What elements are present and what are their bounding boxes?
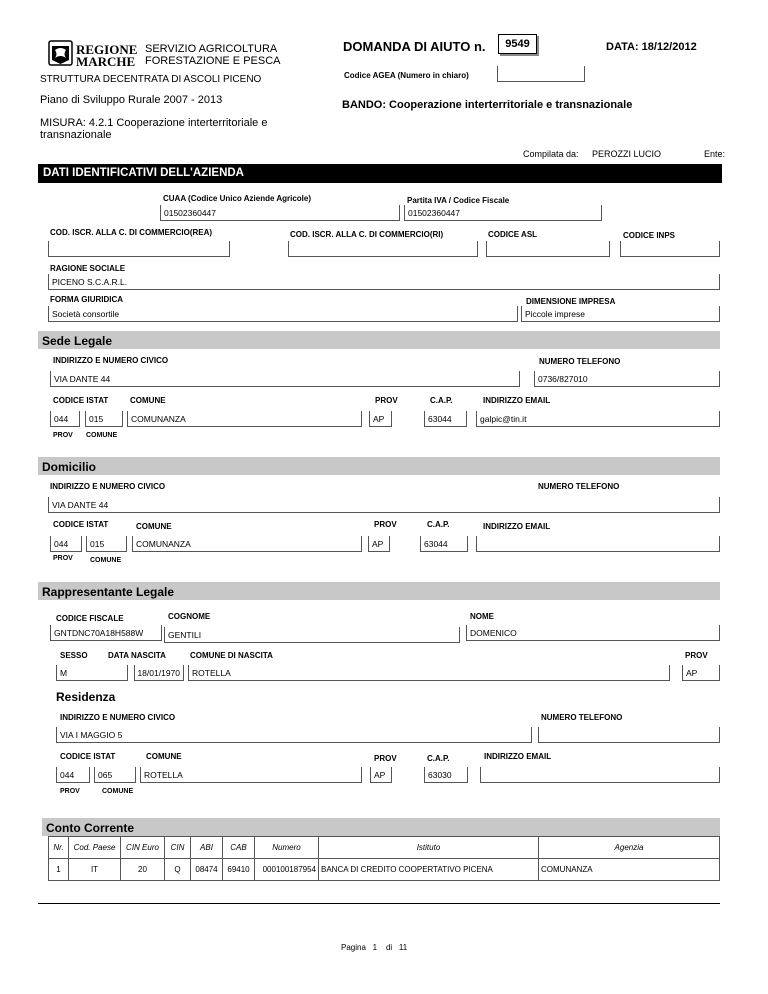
asl-field[interactable] — [486, 241, 610, 257]
sede-prov-field[interactable]: AP — [369, 411, 392, 427]
conto-cell-istituto: BANCA DI CREDITO COOPERTATIVO PICENA — [319, 859, 539, 881]
domicilio-telefono-label: NUMERO TELEFONO — [538, 482, 620, 491]
piva-label: Partita IVA / Codice Fiscale — [407, 196, 510, 205]
cognome-label: COGNOME — [168, 612, 211, 621]
sede-sub-comune: COMUNE — [86, 432, 118, 439]
cognome-field[interactable]: GENTILI — [164, 627, 460, 643]
piva-field[interactable]: 01502360447 — [404, 205, 602, 221]
domicilio-istat-label: CODICE ISTAT — [53, 520, 109, 529]
bando: BANDO: Cooperazione interterritoriale e transnazionale — [342, 99, 633, 111]
forma-field[interactable]: Società consortile — [48, 306, 518, 322]
residenza-email-label: INDIRIZZO EMAIL — [484, 752, 552, 761]
pagina-label: Pagina — [341, 943, 366, 952]
nascita-value: 18/01/1970 — [137, 668, 180, 678]
residenza-istat-comune-field[interactable]: 065 — [94, 767, 136, 783]
domanda-number: 9549 — [505, 38, 530, 50]
struttura: STRUTTURA DECENTRATA DI ASCOLI PICENO — [40, 74, 262, 85]
conto-table — [48, 836, 720, 881]
residenza-title: Residenza — [56, 690, 116, 704]
sede-cap-field[interactable]: 63044 — [424, 411, 467, 427]
nascita-label: DATA NASCITA — [108, 651, 166, 660]
section-azienda-title: DATI IDENTIFICATIVI DELL'AZIENDA — [38, 164, 722, 183]
conto-cell-numero: 000100187954 — [255, 859, 319, 881]
nome-field[interactable]: DOMENICO — [466, 625, 720, 641]
domicilio-cap-field[interactable]: 63044 — [420, 536, 468, 552]
dimensione-field[interactable]: Piccole imprese — [521, 306, 720, 322]
page-indicator — [341, 943, 407, 952]
residenza-sub-prov: PROV — [60, 788, 80, 795]
ri-field[interactable] — [288, 241, 478, 257]
sesso-field[interactable]: M — [56, 665, 128, 681]
domicilio-email-field[interactable] — [476, 536, 720, 552]
region-logo — [48, 40, 73, 66]
rapp-prov-label: PROV — [685, 651, 708, 660]
service-line-2: FORESTAZIONE E PESCA — [145, 55, 281, 67]
residenza-cap-field[interactable]: 63030 — [424, 767, 468, 783]
domicilio-sub-prov: PROV — [53, 555, 73, 562]
rapp-prov-field[interactable]: AP — [682, 665, 720, 681]
section-domicilio-title: Domicilio — [38, 457, 720, 475]
conto-header-cin: CIN — [165, 837, 191, 859]
conto-cell-cin: Q — [165, 859, 191, 881]
domicilio-indirizzo-field[interactable]: VIA DANTE 44 — [48, 497, 720, 513]
sede-email-label: INDIRIZZO EMAIL — [483, 396, 551, 405]
di-label: di — [385, 943, 393, 952]
misura-text: MISURA: 4.2.1 Cooperazione interterritoriale e transnazionale — [40, 117, 268, 141]
ragione-label: RAGIONE SOCIALE — [50, 264, 126, 273]
conto-cell-cab: 69410 — [223, 859, 255, 881]
service-line-1: SERVIZIO AGRICOLTURA — [145, 43, 278, 55]
residenza-prov-label: PROV — [374, 754, 397, 763]
nascita-field[interactable] — [134, 665, 184, 681]
residenza-telefono-field[interactable] — [538, 727, 720, 743]
dimensione-label: DIMENSIONE IMPRESA — [526, 297, 616, 306]
data-label: DATA: 18/12/2012 — [606, 41, 697, 53]
sede-cap-label: C.A.P. — [430, 396, 453, 405]
conto-header-cab: CAB — [223, 837, 255, 859]
table-row — [49, 859, 720, 881]
domanda-number-box — [498, 34, 537, 54]
rea-field[interactable] — [48, 241, 230, 257]
domicilio-email-label: INDIRIZZO EMAIL — [483, 522, 551, 531]
sesso-label: SESSO — [60, 651, 88, 660]
section-rappresentante-title: Rappresentante Legale — [38, 582, 720, 600]
sede-comune-field[interactable]: COMUNANZA — [127, 411, 362, 427]
agea-field[interactable] — [497, 66, 585, 82]
conto-cell-paese: IT — [69, 859, 121, 881]
sede-telefono-field[interactable]: 0736/827010 — [534, 371, 720, 387]
residenza-indirizzo-label: INDIRIZZO E NUMERO CIVICO — [60, 713, 176, 722]
conto-header-istituto: Istituto — [319, 837, 539, 859]
conto-cell-agenzia: COMUNANZA — [539, 859, 720, 881]
residenza-istat-prov-field[interactable]: 044 — [56, 767, 90, 783]
residenza-comune-label: COMUNE — [146, 752, 182, 761]
comune-nascita-field[interactable]: ROTELLA — [188, 665, 670, 681]
domicilio-comune-field[interactable]: COMUNANZA — [132, 536, 362, 552]
domicilio-istat-prov-field[interactable]: 044 — [50, 536, 82, 552]
domicilio-prov-field[interactable]: AP — [368, 536, 390, 552]
nome-label: NOME — [470, 612, 494, 621]
conto-cell-abi: 08474 — [191, 859, 223, 881]
forma-label: FORMA GIURIDICA — [50, 295, 124, 304]
residenza-comune-field[interactable]: ROTELLA — [140, 767, 362, 783]
residenza-istat-label: CODICE ISTAT — [60, 752, 116, 761]
sede-istat-label: CODICE ISTAT — [53, 396, 109, 405]
conto-header-numero: Numero — [255, 837, 319, 859]
cf-field[interactable]: GNTDNC70A18H588W — [50, 625, 162, 641]
conto-header-nr: Nr. — [49, 837, 69, 859]
piano: Piano di Sviluppo Rurale 2007 - 2013 — [40, 94, 223, 106]
ente-label: Ente: — [704, 149, 726, 159]
inps-field[interactable] — [620, 241, 720, 257]
domicilio-indirizzo-label: INDIRIZZO E NUMERO CIVICO — [50, 482, 166, 491]
compilata-da-value: PEROZZI LUCIO — [592, 149, 662, 159]
compilata-da-label: Compilata da: — [523, 149, 579, 159]
asl-label: CODICE ASL — [488, 230, 538, 239]
sede-istat-comune-field[interactable]: 015 — [85, 411, 123, 427]
sede-istat-prov-field[interactable]: 044 — [50, 411, 80, 427]
conto-cell-cin-euro: 20 — [121, 859, 165, 881]
residenza-cap-label: C.A.P. — [427, 754, 450, 763]
agea-label: Codice AGEA (Numero in chiaro) — [344, 71, 469, 80]
sede-telefono-label: NUMERO TELEFONO — [539, 357, 621, 366]
section-sede-title: Sede Legale — [38, 331, 720, 349]
conto-cell-nr: 1 — [49, 859, 69, 881]
conto-header-agenzia: Agenzia — [539, 837, 720, 859]
ri-label: COD. ISCR. ALLA C. DI COMMERCIO(RI) — [290, 230, 444, 239]
conto-header-cin-euro: CIN Euro — [121, 837, 165, 859]
logo-text-regione: REGIONE — [76, 42, 138, 57]
comune-nascita-label: COMUNE DI NASCITA — [190, 651, 273, 660]
rea-label: COD. ISCR. ALLA C. DI COMMERCIO(REA) — [50, 228, 213, 237]
residenza-sub-comune: COMUNE — [102, 788, 134, 795]
sede-prov-label: PROV — [375, 396, 398, 405]
conto-header-row — [49, 837, 720, 859]
region-emblem-icon — [48, 40, 73, 66]
sede-indirizzo-label: INDIRIZZO E NUMERO CIVICO — [53, 356, 169, 365]
logo-text-marche: MARCHE — [76, 54, 136, 69]
misura — [40, 117, 300, 141]
ragione-field[interactable]: PICENO S.C.A.R.L. — [48, 274, 720, 290]
pagina-tot: 11 — [398, 943, 408, 952]
conto-header-paese: Cod. Paese — [69, 837, 121, 859]
residenza-email-field[interactable] — [480, 767, 720, 783]
cuaa-label: CUAA (Codice Unico Aziende Agricole) — [163, 194, 312, 203]
domicilio-sub-comune: COMUNE — [90, 557, 122, 564]
inps-label: CODICE INPS — [623, 231, 676, 240]
residenza-prov-field[interactable]: AP — [370, 767, 392, 783]
domicilio-cap-label: C.A.P. — [427, 520, 450, 529]
pagina-num: 1 — [372, 943, 378, 952]
cf-label: CODICE FISCALE — [56, 614, 124, 623]
domanda-label: DOMANDA DI AIUTO n. — [343, 39, 486, 54]
domicilio-comune-label: COMUNE — [136, 522, 172, 531]
residenza-indirizzo-field[interactable]: VIA I MAGGIO 5 — [56, 727, 532, 743]
domicilio-istat-comune-field[interactable]: 015 — [86, 536, 127, 552]
sede-indirizzo-field[interactable]: VIA DANTE 44 — [50, 371, 520, 387]
section-conto-title: Conto Corrente — [42, 818, 720, 836]
sede-sub-prov: PROV — [53, 432, 73, 439]
sede-comune-label: COMUNE — [130, 396, 166, 405]
sede-email-field[interactable]: galpic@tin.it — [476, 411, 720, 427]
conto-header-abi: ABI — [191, 837, 223, 859]
domicilio-prov-label: PROV — [374, 520, 397, 529]
cuaa-field[interactable]: 01502360447 — [160, 205, 400, 221]
residenza-telefono-label: NUMERO TELEFONO — [541, 713, 623, 722]
footer-divider — [38, 903, 720, 904]
